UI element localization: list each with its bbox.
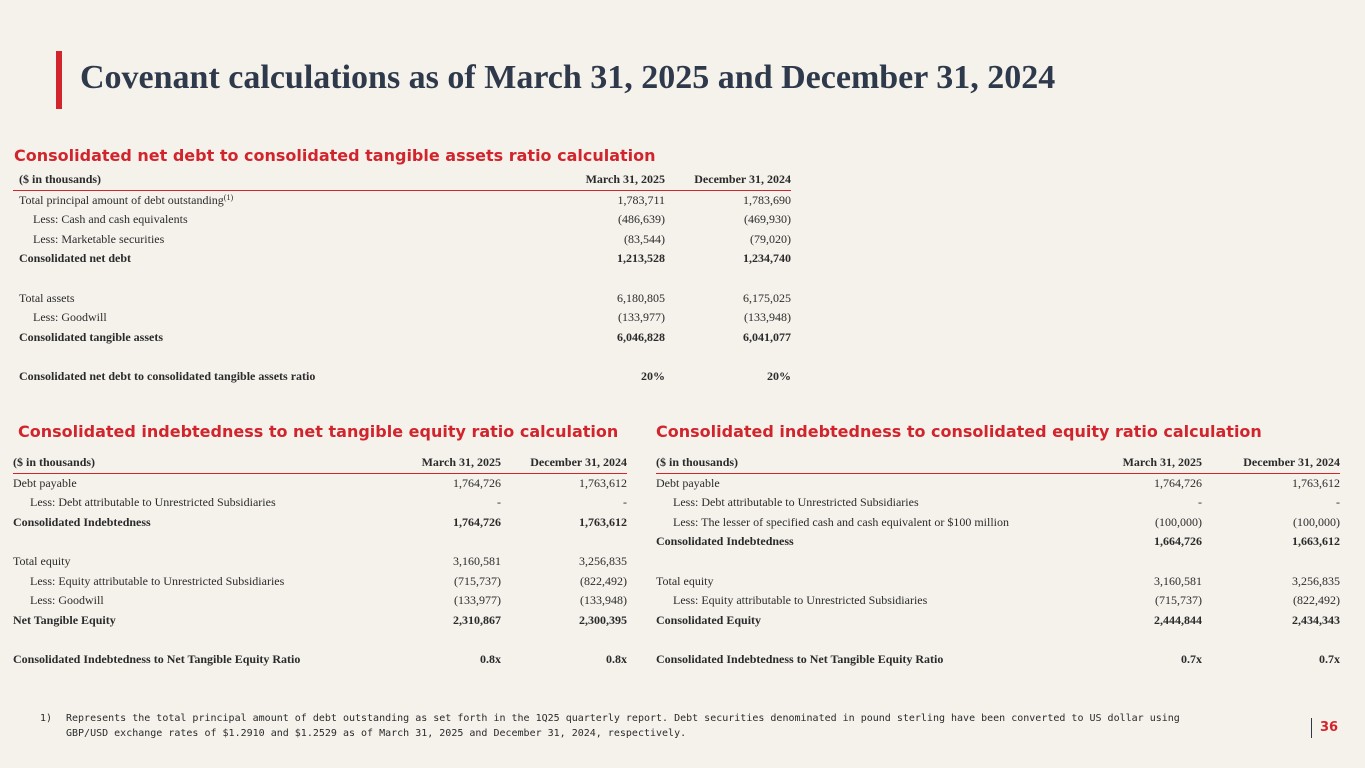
row-value-dec-2024: 2,434,343 <box>1292 612 1340 627</box>
table-row <box>13 367 791 387</box>
row-label: Consolidated Indebtedness to Net Tangible Equity Ratio <box>656 651 944 666</box>
row-value-dec-2024: (133,948) <box>580 593 627 608</box>
row-value-dec-2024: (469,930) <box>744 212 791 227</box>
section2-heading: Consolidated indebtedness to net tangible equity ratio calculation <box>18 422 619 441</box>
table-row <box>13 591 627 611</box>
row-value-dec-2024: - <box>623 495 627 510</box>
table-row <box>656 493 1340 513</box>
row-value-dec-2024: 3,256,835 <box>579 553 627 568</box>
row-label: Total equity <box>656 573 714 588</box>
page-title: Covenant calculations as of March 31, 2025 and December 31, 2024 <box>80 59 1056 96</box>
row-value-dec-2024: 1,783,690 <box>743 192 791 207</box>
row-label: Less: The lesser of specified cash and cash equivalent or $100 million <box>673 514 1010 529</box>
section3-heading: Consolidated indebtedness to consolidated equity ratio calculation <box>656 422 1262 441</box>
row-value-mar-2025: (83,544) <box>624 231 665 246</box>
row-label: Consolidated tangible assets <box>19 329 164 344</box>
row-label: Less: Goodwill <box>33 310 107 325</box>
row-label: Debt payable <box>13 475 77 490</box>
row-label: Consolidated Indebtedness <box>13 514 151 529</box>
table-row <box>13 289 791 309</box>
net-tangible-equity-table <box>13 453 627 670</box>
row-label: Less: Equity attributable to Unrestricted Subsidiaries <box>30 573 285 588</box>
row-value-mar-2025: (715,737) <box>1155 593 1202 608</box>
header-col-dec-2024: December 31, 2024 <box>1202 453 1340 473</box>
row-value-dec-2024: 6,175,025 <box>743 290 791 305</box>
table-row <box>656 650 1340 670</box>
spacer-row <box>13 347 791 367</box>
row-label: Consolidated Equity <box>656 612 762 627</box>
row-value-mar-2025: 1,213,528 <box>617 251 665 266</box>
row-label: Consolidated Indebtedness to Net Tangible Equity Ratio <box>13 651 301 666</box>
table-row <box>13 493 627 513</box>
header-label: ($ in thousands) <box>13 453 389 473</box>
spacer-row <box>13 532 627 552</box>
row-label: Total equity <box>13 553 71 568</box>
row-label: Less: Goodwill <box>30 593 104 608</box>
header-col-mar-2025: March 31, 2025 <box>389 453 501 473</box>
spacer-row <box>656 630 1340 650</box>
row-label: Total assets <box>19 290 75 305</box>
page-number-divider <box>1311 718 1312 738</box>
table-header-row <box>656 453 1340 473</box>
spacer-row <box>13 630 627 650</box>
row-label: Less: Equity attributable to Unrestricted Subsidiaries <box>673 593 928 608</box>
row-value-dec-2024: 1,663,612 <box>1292 534 1340 549</box>
table-row <box>13 611 627 631</box>
table-row <box>656 591 1340 611</box>
row-value-mar-2025: (100,000) <box>1155 514 1202 529</box>
row-value-dec-2024: 1,763,612 <box>579 475 627 490</box>
row-value-mar-2025: 1,764,726 <box>453 514 501 529</box>
row-value-mar-2025: 2,310,867 <box>453 612 501 627</box>
row-label: Net Tangible Equity <box>13 612 116 627</box>
row-value-mar-2025: (133,977) <box>618 310 665 325</box>
row-label: Less: Marketable securities <box>33 231 165 246</box>
table-row <box>656 572 1340 592</box>
row-value-dec-2024: 0.8x <box>606 651 627 666</box>
row-value-mar-2025: 6,046,828 <box>617 329 665 344</box>
row-value-mar-2025: 20% <box>641 368 665 383</box>
header-col-mar-2025: March 31, 2025 <box>553 170 665 190</box>
table-row <box>13 249 791 269</box>
row-label: Less: Debt attributable to Unrestricted Subsidiaries <box>673 495 919 510</box>
row-label: Less: Debt attributable to Unrestricted Subsidiaries <box>30 495 276 510</box>
row-value-dec-2024: 0.7x <box>1319 651 1340 666</box>
table-row <box>13 473 627 493</box>
table-row <box>656 473 1340 493</box>
row-value-dec-2024: 3,256,835 <box>1292 573 1340 588</box>
table-row <box>13 210 791 230</box>
spacer-row <box>656 552 1340 572</box>
row-label: Total principal amount of debt outstanding$^{(1)}$ <box>19 192 234 207</box>
row-label: Consolidated net debt to consolidated tangible assets ratio <box>19 368 316 383</box>
row-label: Consolidated Indebtedness <box>656 534 794 549</box>
row-label: Debt payable <box>656 475 720 490</box>
row-value-mar-2025: 3,160,581 <box>453 553 501 568</box>
table-row <box>13 308 791 328</box>
table-row <box>13 230 791 250</box>
row-value-mar-2025: 3,160,581 <box>1154 573 1202 588</box>
row-value-mar-2025: - <box>497 495 501 510</box>
row-value-dec-2024: 1,234,740 <box>743 251 791 266</box>
row-value-dec-2024: (100,000) <box>1293 514 1340 529</box>
table-row <box>13 552 627 572</box>
title-accent-bar <box>56 51 62 109</box>
row-value-mar-2025: 6,180,805 <box>617 290 665 305</box>
row-value-mar-2025: 2,444,844 <box>1154 612 1202 627</box>
row-value-dec-2024: (822,492) <box>1293 593 1340 608</box>
table-row <box>13 513 627 533</box>
row-value-mar-2025: 0.7x <box>1181 651 1202 666</box>
row-value-mar-2025: 1,664,726 <box>1154 534 1202 549</box>
page-number: 36 <box>1320 720 1339 735</box>
row-label: Less: Cash and cash equivalents <box>33 212 188 227</box>
row-value-dec-2024: (133,948) <box>744 310 791 325</box>
table-row <box>656 513 1340 533</box>
row-value-dec-2024: 6,041,077 <box>743 329 791 344</box>
header-col-dec-2024: December 31, 2024 <box>665 170 791 190</box>
section1-heading: Consolidated net debt to consolidated tangible assets ratio calculation <box>14 146 656 165</box>
row-value-dec-2024: 20% <box>767 368 791 383</box>
row-value-mar-2025: 1,764,726 <box>453 475 501 490</box>
table-header-row <box>13 453 627 473</box>
table-row <box>656 532 1340 552</box>
row-value-mar-2025: - <box>1198 495 1202 510</box>
consolidated-equity-table <box>656 453 1340 670</box>
row-value-mar-2025: (133,977) <box>454 593 501 608</box>
footnote-number: 1) <box>40 713 53 724</box>
row-value-mar-2025: 1,783,711 <box>617 192 665 207</box>
table-row <box>13 328 791 348</box>
row-value-mar-2025: (715,737) <box>454 573 501 588</box>
row-value-dec-2024: (822,492) <box>580 573 627 588</box>
table-row <box>13 190 791 210</box>
row-value-mar-2025: 1,764,726 <box>1154 475 1202 490</box>
header-label: ($ in thousands) <box>656 453 1086 473</box>
row-label: Consolidated net debt <box>19 251 132 266</box>
row-value-dec-2024: 1,763,612 <box>1292 475 1340 490</box>
table-row <box>656 611 1340 631</box>
spacer-row <box>13 269 791 289</box>
footnote-text: Represents the total principal amount of debt outstanding as set forth in the 1Q25 quarterly report. Debt securities denominated in pound sterling have been converted to US dollar using GBP/USD exchange rates of $1.2910 and $1.2529 as of March 31, 2025 and December 31, 2024, respectively. <box>66 713 1180 739</box>
row-value-mar-2025: (486,639) <box>618 212 665 227</box>
table-row <box>13 650 627 670</box>
row-value-dec-2024: (79,020) <box>750 231 791 246</box>
row-value-mar-2025: 0.8x <box>480 651 501 666</box>
header-label: ($ in thousands) <box>13 170 553 190</box>
footnote-ref: (1) <box>223 192 234 202</box>
row-value-dec-2024: 1,763,612 <box>579 514 627 529</box>
header-col-dec-2024: December 31, 2024 <box>501 453 627 473</box>
header-col-mar-2025: March 31, 2025 <box>1086 453 1202 473</box>
row-value-dec-2024: 2,300,395 <box>579 612 627 627</box>
table-header-row <box>13 170 791 190</box>
table-row <box>13 572 627 592</box>
row-value-dec-2024: - <box>1336 495 1340 510</box>
net-debt-table <box>13 170 791 387</box>
